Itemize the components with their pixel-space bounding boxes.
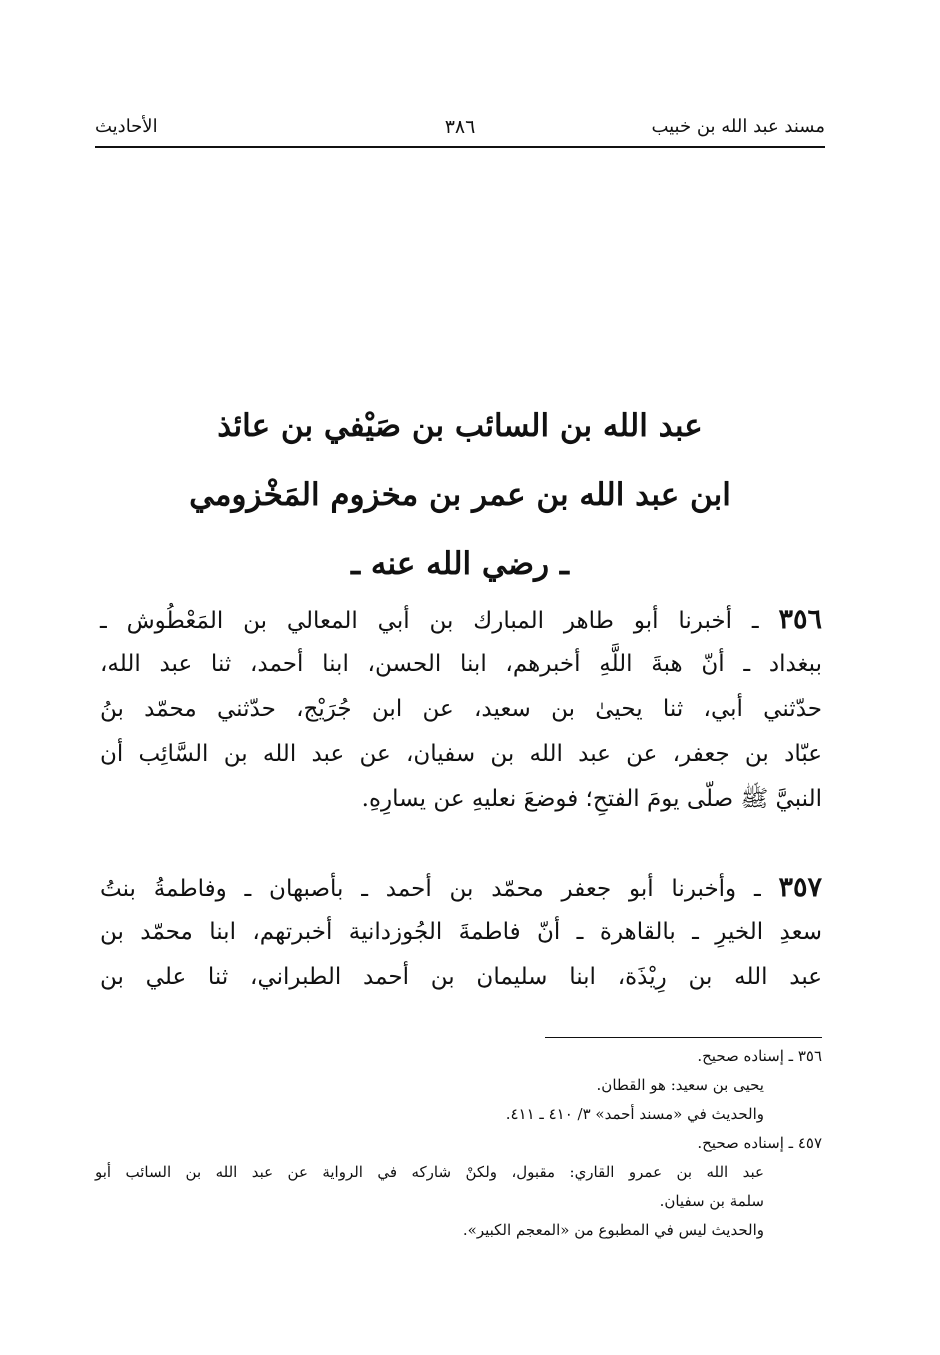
footnotes [95,1042,822,1245]
hadith-356-line-2: ببغداد ـ أنّ هبةَ اللَّهِ أخبرهم، ابنا الحسن، ابنا أحمد، ثنا عبد الله، [100,651,822,677]
hadith-356-line-4: عبّاد بن جعفر، عن عبد الله بن سفيان، عن عبد الله بن السَّائِب أن [100,741,822,767]
hadith-357-number: ٣٥٧ [778,872,823,903]
hadith-356 [100,597,822,822]
hadith-357 [100,865,822,1000]
header-rule [95,146,825,148]
header-section-title: الأحاديث [95,116,158,137]
footnote-356-line-1: يحيى بن سعيد: هو القطان. [596,1076,764,1094]
chapter-title-line-3: ـ رضي الله عنه ـ [351,546,569,582]
hadith-356-line-1-text: ـ أخبرنا أبو طاهر المبارك بن أبي المعالي بن المَعْطُوش ـ [100,608,759,634]
hadith-357-line-2: سعدِ الخيرِ ـ بالقاهرة ـ أنّ فاطمةَ الجُوزدانية أخبرتهم، ابنا محمّد بن [100,919,822,945]
hadith-357-line-1-text: ـ وأخبرنا أبو جعفر محمّد بن أحمد ـ بأصبهان ـ وفاطمةُ بنتُ [100,876,761,902]
footnote-356-head: ٣٥٦ ـ إسناده صحيح. [697,1047,822,1065]
header-book-title: مسند عبد الله بن خبيب [651,116,825,137]
footnote-457-line-1: عبد الله بن عمرو القاري: مقبول، ولكنْ شاركه في الرواية عن عبد الله بن السائب أبو [95,1163,764,1181]
hadith-357-line-1 [100,865,822,910]
footnote-356-line-2: والحديث في «مسند أحمد» ٣/ ٤١٠ ـ ٤١١. [505,1105,764,1123]
running-header [95,116,825,146]
footnote-457-line-2: سلمة بن سفيان. [659,1192,764,1210]
chapter-title-line-1: عبد الله بن السائب بن صَيْفي بن عائذ [217,408,703,444]
footnote-457-line-3: والحديث ليس في المطبوع من «المعجم الكبير». [462,1221,764,1239]
footnote-rule [545,1037,822,1038]
page-number: ٣٨٦ [444,116,476,138]
chapter-title-line-2: ابن عبد الله بن عمر بن مخزوم المَخْزومي [189,477,731,513]
chapter-title [95,392,825,599]
hadith-356-number: ٣٥٦ [778,604,823,635]
hadith-356-line-3: حدّثني أبي، ثنا يحيىٰ بن سعيد، عن ابن جُرَيْج، حدّثني محمّد بنُ [100,696,822,722]
hadith-357-line-3: عبد الله بن رِيْذَة، ابنا سليمان بن أحمد الطبراني، ثنا علي بن [100,964,822,990]
footnote-457-head: ٤٥٧ ـ إسناده صحيح. [697,1134,822,1152]
hadith-356-line-5: النبيَّ ﷺ صلّى يومَ الفتحِ؛ فوضعَ نعليهِ عن يسارِهِ. [361,786,822,812]
hadith-356-line-1 [100,597,822,642]
